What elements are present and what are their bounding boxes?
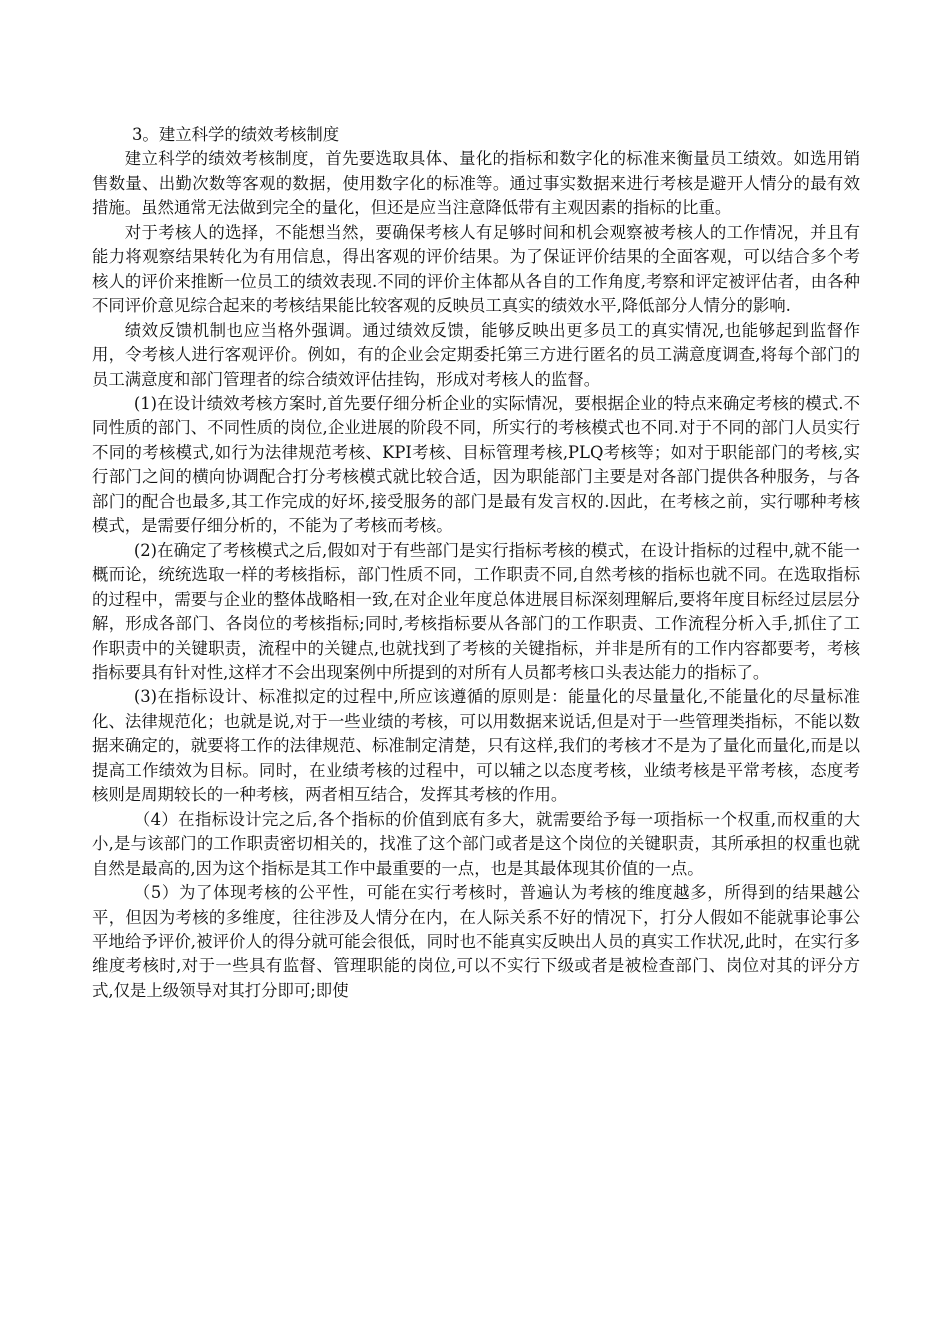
paragraph-standards: 建立科学的绩效考核制度，首先要选取具体、量化的指标和数字化的标准来衡量员工绩效。如选用销售数量、出勤次数等客观的数据，使用数字化的标准等。通过事实数据来进行考核是避开人情分的最有效措施。虽然通常无法做到完全的量化，但还是应当注意降低带有主观因素的指标的比重。 xyxy=(92,149,860,218)
paragraph-item-2: (2)在确定了考核模式之后,假如对于有些部门是实行指标考核的模式，在设计指标的过程中,就不能一概而论，统统选取一样的考核指标，部门性质不同，工作职责不同,自然考核的指标也就不同。在选取指标的过程中，需要与企业的整体战略相一致,在对企业年度总体进展目标深刻理解后,要将年度目标经过层层分解，形成各部门、各岗位的考核指标;同时,考核指标要从各部门的工作职责、工作流程分析入手,抓住了工作职责中的关键职责，流程中的关键点,也就找到了考核的关键指标，并非是所有的工作内容都要考，考核指标要具有针对性,这样才不会出现案例中所提到的对所有人员都考核口头表达能力的指标了。 xyxy=(92,540,860,682)
paragraph-item-3: (3)在指标设计、标准拟定的过程中,所应该遵循的原则是：能量化的尽量量化,不能量化的尽量标准化、法律规范化；也就是说,对于一些业绩的考核，可以用数据来说话,但是对于一些管理类指标，不能以数据来确定的，就要将工作的法律规范、标准制定清楚，只有这样,我们的考核才不是为了量化而量化,而是以提高工作绩效为目标。同时，在业绩考核的过程中，可以辅之以态度考核，业绩考核是平常考核，态度考核则是周期较长的一种考核，两者相互结合，发挥其考核的作用。 xyxy=(92,687,860,805)
section-heading: 3。建立科学的绩效考核制度 xyxy=(132,125,340,144)
paragraph-item-1: (1)在设计绩效考核方案时,首先要仔细分析企业的实际情况，要根据企业的特点来确定考核的模式.不同性质的部门、不同性质的岗位,企业进展的阶段不同，所实行的考核模式也不同.对于不同的部门人员实行不同的考核模式,如行为法律规范考核、KPI考核、目标管理考核,PLQ考核等；如对于职能部门的考核,实行部门之间的横向协调配合打分考核模式就比较合适，因为职能部门主要是对各部门提供各种服务，与各部门的配合也最多,其工作完成的好坏,接受服务的部门是最有发言权的.因此，在考核之前，实行哪种考核模式，是需要仔细分析的，不能为了考核而考核。 xyxy=(92,393,860,536)
paragraph-assessor-selection: 对于考核人的选择，不能想当然，要确保考核人有足够时间和机会观察被考核人的工作情况，并且有能力将观察结果转化为有用信息，得出客观的评价结果。为了保证评价结果的全面客观，可以结合多个考核人的评价来推断一位员工的绩效表现.不同的评价主体都从各自的工作角度,考察和评定被评估者，由各种不同评价意见综合起来的考核结果能比较客观的反映员工真实的绩效水平,降低部分人情分的影响. xyxy=(92,222,860,316)
paragraph-feedback: 绩效反馈机制也应当格外强调。通过绩效反馈，能够反映出更多员工的真实情况,也能够起到监督作用，令考核人进行客观评价。例如，有的企业会定期委托第三方进行匿名的员工满意度调查,将每个部门的员工满意度和部门管理者的综合绩效评估挂钩，形成对考核人的监督。 xyxy=(92,320,860,389)
paragraph-item-4: （4）在指标设计完之后,各个指标的价值到底有多大，就需要给予每一项指标一个权重,而权重的大小,是与该部门的工作职责密切相关的，找准了这个部门或者是这个岗位的关键职责，其所承担的权重也就自然是最高的,因为这个指标是其工作中最重要的一点，也是其最体现其价值的一点。 xyxy=(92,809,860,878)
paragraph-item-5: （5）为了体现考核的公平性，可能在实行考核时，普遍认为考核的维度越多，所得到的结果越公平，但因为考核的多维度，往往涉及人情分在内，在人际关系不好的情况下，打分人假如不能就事论事公平地给予评价,被评价人的得分就可能会很低，同时也不能真实反映出人员的真实工作状况,此时，在实行多维度考核时,对于一些具有监督、管理职能的岗位,可以不实行下级或者是被检查部门、岗位对其的评分方式,仅是上级领导对其打分即可;即使 xyxy=(92,883,860,1000)
document-page xyxy=(92,123,860,1003)
